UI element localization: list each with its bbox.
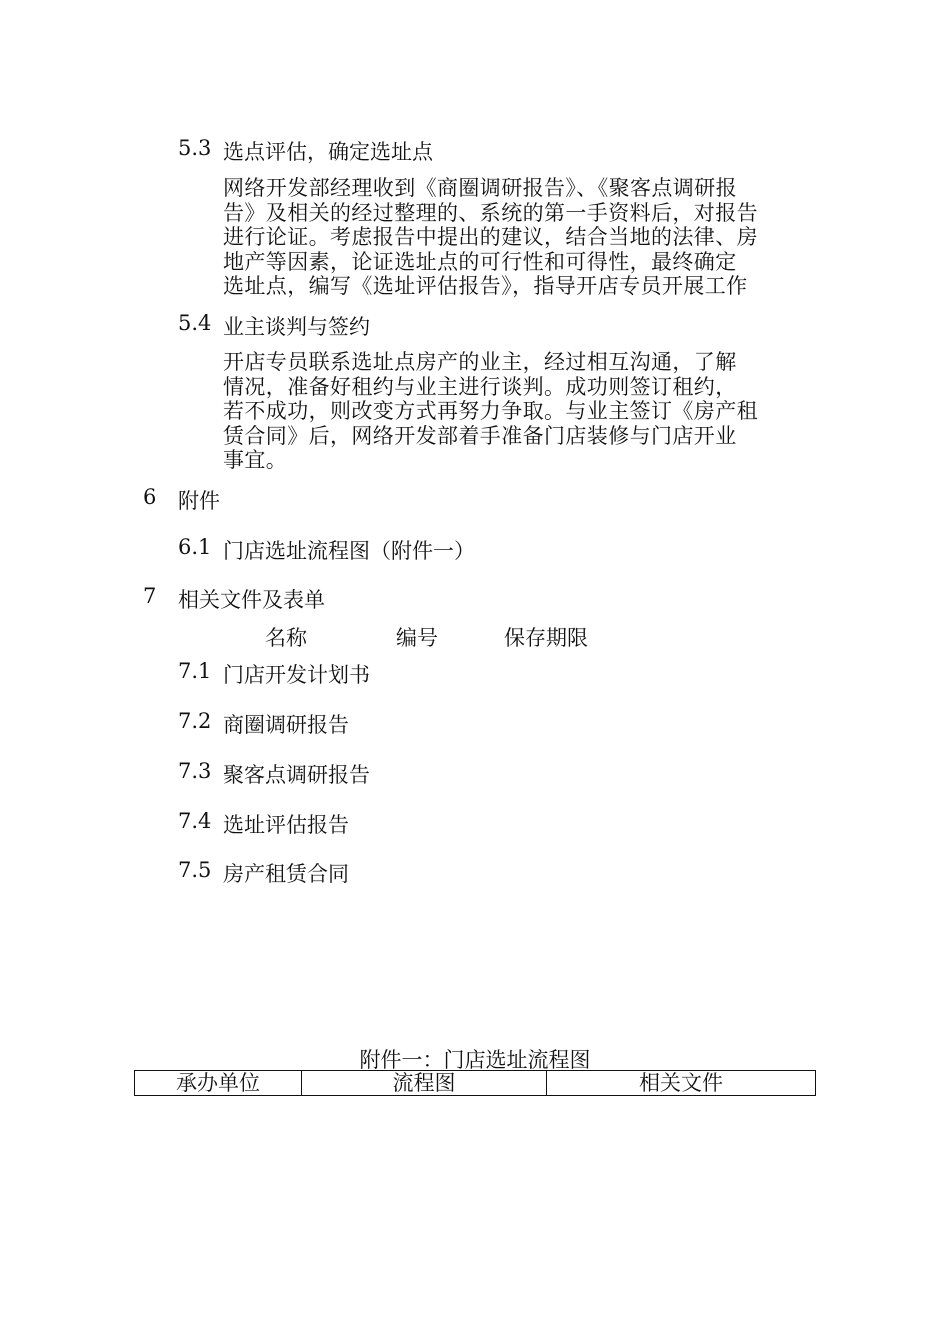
section-5-4-body bbox=[223, 350, 813, 473]
section-6-1-title: 门店选址流程图（附件一） bbox=[223, 539, 475, 563]
item-number: 7.4 bbox=[178, 809, 212, 833]
item-title: 门店开发计划书 bbox=[223, 663, 370, 687]
section-6-number: 6 bbox=[143, 485, 157, 509]
item-number: 7.5 bbox=[178, 858, 212, 882]
section-5-4-number: 5.4 bbox=[178, 311, 212, 335]
section-5-3-line: 告》及相关的经过整理的、系统的第一手资料后，对报告 bbox=[223, 200, 758, 225]
section-6-1-number: 6.1 bbox=[178, 535, 212, 559]
item-title: 商圈调研报告 bbox=[223, 713, 349, 737]
attachment-title: 附件一：门店选址流程图 bbox=[359, 1048, 591, 1072]
section-5-3-body bbox=[223, 176, 813, 299]
attachment-table bbox=[134, 1070, 816, 1096]
section-5-4-line: 情况，准备好租约与业主进行谈判。成功则签订租约， bbox=[223, 374, 737, 399]
column-header-name: 名称 bbox=[265, 626, 307, 650]
section-7-number: 7 bbox=[143, 584, 157, 608]
item-number: 7.1 bbox=[178, 659, 212, 683]
section-5-4-line: 开店专员联系选址点房产的业主，经过相互沟通，了解 bbox=[223, 350, 737, 374]
item-title: 房产租赁合同 bbox=[223, 862, 349, 886]
item-title: 聚客点调研报告 bbox=[223, 763, 370, 787]
item-title: 选址评估报告 bbox=[223, 813, 349, 837]
section-7-title: 相关文件及表单 bbox=[178, 588, 325, 612]
section-5-4-line: 若不成功，则改变方式再努力争取。与业主签订《房产租 bbox=[223, 399, 758, 423]
column-header-period: 保存期限 bbox=[504, 626, 588, 650]
section-5-3-line: 选址点，编写《选址评估报告》，指导开店专员开展工作 bbox=[223, 274, 748, 298]
table-header-cell: 承办单位 bbox=[135, 1071, 302, 1096]
section-5-3-line: 进行论证。考虑报告中提出的建议，结合当地的法律、房 bbox=[223, 225, 758, 249]
item-number: 7.2 bbox=[178, 709, 212, 733]
section-5-4-title: 业主谈判与签约 bbox=[223, 315, 370, 339]
table-header-cell: 相关文件 bbox=[547, 1071, 816, 1096]
item-number: 7.3 bbox=[178, 759, 212, 783]
section-5-3-line: 地产等因素，论证选址点的可行性和可得性，最终确定 bbox=[223, 249, 737, 274]
section-5-3-number: 5.3 bbox=[178, 136, 212, 160]
section-5-4-line: 赁合同》后，网络开发部着手准备门店装修与门店开业 bbox=[223, 423, 737, 448]
section-5-3-title: 选点评估，确定选址点 bbox=[223, 140, 433, 164]
column-header-code: 编号 bbox=[396, 626, 438, 650]
table-header-cell: 流程图 bbox=[302, 1071, 547, 1096]
section-6-title: 附件 bbox=[178, 489, 220, 513]
section-5-3-line: 网络开发部经理收到《商圈调研报告》、《聚客点调研报 bbox=[223, 176, 737, 200]
table-header-row bbox=[135, 1071, 816, 1096]
section-5-4-line: 事宜。 bbox=[223, 448, 288, 472]
